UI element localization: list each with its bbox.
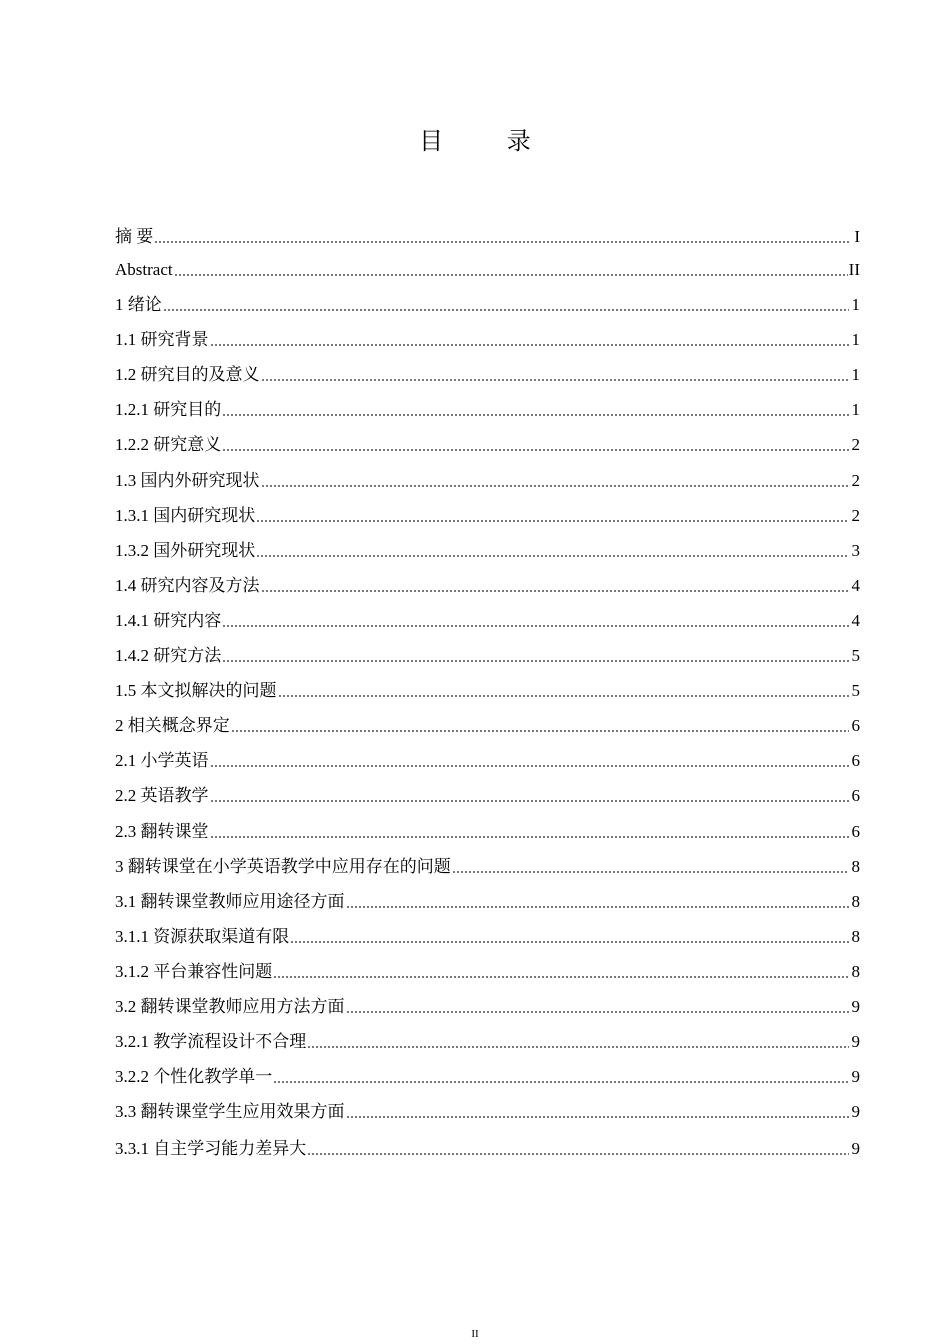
toc-entry-3-2[interactable] bbox=[115, 983, 860, 1018]
dot-leader bbox=[256, 555, 849, 557]
toc-entry-1-5[interactable] bbox=[115, 667, 860, 702]
toc-entry-3-2-2[interactable] bbox=[115, 1053, 860, 1088]
toc-entry-label: 3.2.2 个性化教学单一 bbox=[115, 1067, 273, 1087]
dot-leader bbox=[222, 449, 849, 451]
toc-entry-3[interactable] bbox=[115, 843, 860, 878]
toc-entry-page: 9 bbox=[851, 1032, 860, 1052]
dot-leader bbox=[163, 309, 849, 311]
toc-entry-abstract-cn[interactable] bbox=[115, 209, 860, 248]
toc-entry-label: 1.3 国内外研究现状 bbox=[115, 470, 260, 490]
toc-entry-3-1-1[interactable] bbox=[115, 913, 860, 948]
toc-entry-label: 1 绪论 bbox=[115, 295, 162, 315]
toc-entry-3-3-1[interactable] bbox=[115, 1123, 860, 1160]
toc-entry-page: 9 bbox=[851, 1139, 860, 1159]
toc-entry-page: 8 bbox=[851, 891, 860, 911]
toc-entry-page: 8 bbox=[851, 961, 860, 981]
toc-entry-label: 3.3.1 自主学习能力差异大 bbox=[115, 1139, 307, 1159]
dot-leader bbox=[278, 695, 850, 697]
dot-leader bbox=[273, 1081, 849, 1083]
table-of-contents bbox=[115, 209, 860, 1160]
toc-entry-label: 1.3.2 国外研究现状 bbox=[115, 540, 256, 560]
toc-entry-page: 1 bbox=[851, 400, 860, 420]
dot-leader bbox=[261, 485, 850, 487]
toc-entry-page: II bbox=[848, 260, 860, 279]
toc-entry-2-2[interactable] bbox=[115, 772, 860, 807]
dot-leader bbox=[290, 941, 849, 943]
dot-leader bbox=[346, 906, 850, 908]
toc-entry-label: 1.5 本文拟解决的问题 bbox=[115, 681, 277, 701]
toc-entry-1-3-1[interactable] bbox=[115, 492, 860, 527]
dot-leader bbox=[256, 520, 849, 522]
toc-entry-label: 2 相关概念界定 bbox=[115, 716, 230, 736]
dot-leader bbox=[261, 590, 850, 592]
toc-entry-2-1[interactable] bbox=[115, 737, 860, 772]
dot-leader bbox=[231, 730, 849, 732]
toc-entry-page: 2 bbox=[851, 435, 860, 455]
toc-entry-page: 9 bbox=[851, 1102, 860, 1122]
dot-leader bbox=[222, 414, 849, 416]
toc-entry-label: 1.2.1 研究目的 bbox=[115, 400, 222, 420]
dot-leader bbox=[154, 241, 849, 243]
toc-entry-1-1[interactable] bbox=[115, 316, 860, 351]
toc-entry-page: 2 bbox=[851, 505, 860, 525]
toc-entry-page: 6 bbox=[851, 786, 860, 806]
toc-entry-label: 3.1.2 平台兼容性问题 bbox=[115, 961, 273, 981]
dot-leader bbox=[452, 871, 849, 873]
toc-entry-label: 1.3.1 国内研究现状 bbox=[115, 505, 256, 525]
toc-entry-label: 2.2 英语教学 bbox=[115, 786, 209, 806]
toc-entry-3-2-1[interactable] bbox=[115, 1018, 860, 1053]
toc-entry-2[interactable] bbox=[115, 702, 860, 737]
toc-entry-page: 1 bbox=[851, 365, 860, 385]
toc-entry-page: 4 bbox=[851, 610, 860, 630]
dot-leader bbox=[261, 379, 850, 381]
dot-leader bbox=[210, 836, 850, 838]
toc-entry-label: 1.4.2 研究方法 bbox=[115, 646, 222, 666]
toc-entry-label: 2.1 小学英语 bbox=[115, 751, 209, 771]
toc-entry-3-1-2[interactable] bbox=[115, 948, 860, 983]
toc-entry-1-4-1[interactable] bbox=[115, 597, 860, 632]
toc-entry-3-1[interactable] bbox=[115, 878, 860, 913]
toc-entry-page: 4 bbox=[851, 575, 860, 595]
toc-entry-label: 3 翻转课堂在小学英语教学中应用存在的问题 bbox=[115, 856, 451, 876]
toc-entry-label: 1.2 研究目的及意义 bbox=[115, 365, 260, 385]
toc-entry-page: 8 bbox=[851, 926, 860, 946]
toc-entry-page: 6 bbox=[851, 716, 860, 736]
dot-leader bbox=[346, 1011, 850, 1013]
toc-entry-abstract-en[interactable] bbox=[115, 248, 860, 281]
toc-entry-label: 3.1 翻转课堂教师应用途径方面 bbox=[115, 891, 345, 911]
toc-entry-label: 3.2.1 教学流程设计不合理 bbox=[115, 1032, 307, 1052]
toc-entry-label: 3.1.1 资源获取渠道有限 bbox=[115, 926, 290, 946]
toc-entry-page: 5 bbox=[851, 646, 860, 666]
dot-leader bbox=[307, 1046, 849, 1048]
toc-entry-page: 9 bbox=[851, 1067, 860, 1087]
dot-leader bbox=[210, 344, 850, 346]
dot-leader bbox=[210, 800, 850, 802]
toc-entry-1[interactable] bbox=[115, 281, 860, 316]
toc-entry-1-2[interactable] bbox=[115, 351, 860, 386]
dot-leader bbox=[307, 1153, 849, 1155]
page-title: 目 录 bbox=[419, 127, 559, 155]
toc-entry-label: 1.4 研究内容及方法 bbox=[115, 575, 260, 595]
toc-entry-page: 9 bbox=[851, 996, 860, 1016]
toc-entry-page: I bbox=[854, 227, 860, 246]
dot-leader bbox=[273, 976, 849, 978]
toc-entry-page: 6 bbox=[851, 751, 860, 771]
toc-entry-page: 5 bbox=[851, 681, 860, 701]
toc-entry-page: 8 bbox=[851, 856, 860, 876]
toc-entry-1-4[interactable] bbox=[115, 562, 860, 597]
dot-leader bbox=[174, 274, 848, 276]
toc-entry-1-3[interactable] bbox=[115, 456, 860, 491]
toc-entry-label: 2.3 翻转课堂 bbox=[115, 821, 209, 841]
toc-entry-page: 2 bbox=[851, 470, 860, 490]
dot-leader bbox=[346, 1116, 850, 1118]
toc-entry-1-3-2[interactable] bbox=[115, 527, 860, 562]
toc-entry-2-3[interactable] bbox=[115, 807, 860, 842]
toc-entry-label: 摘 要 bbox=[115, 227, 154, 246]
toc-entry-page: 1 bbox=[851, 330, 860, 350]
dot-leader bbox=[222, 660, 849, 662]
toc-entry-label: 3.2 翻转课堂教师应用方法方面 bbox=[115, 996, 345, 1016]
toc-entry-1-2-1[interactable] bbox=[115, 386, 860, 421]
toc-entry-1-4-2[interactable] bbox=[115, 632, 860, 667]
toc-entry-page: 1 bbox=[851, 295, 860, 315]
toc-entry-label: Abstract bbox=[115, 260, 173, 279]
toc-entry-label: 1.2.2 研究意义 bbox=[115, 435, 222, 455]
toc-entry-label: 1.1 研究背景 bbox=[115, 330, 209, 350]
toc-entry-page: 3 bbox=[851, 540, 860, 560]
toc-entry-page: 6 bbox=[851, 821, 860, 841]
toc-entry-label: 1.4.1 研究内容 bbox=[115, 610, 222, 630]
footer-page-number: II bbox=[471, 1328, 479, 1340]
dot-leader bbox=[210, 765, 850, 767]
toc-entry-label: 3.3 翻转课堂学生应用效果方面 bbox=[115, 1102, 345, 1122]
dot-leader bbox=[222, 625, 849, 627]
toc-entry-3-3[interactable] bbox=[115, 1088, 860, 1123]
toc-entry-1-2-2[interactable] bbox=[115, 421, 860, 456]
